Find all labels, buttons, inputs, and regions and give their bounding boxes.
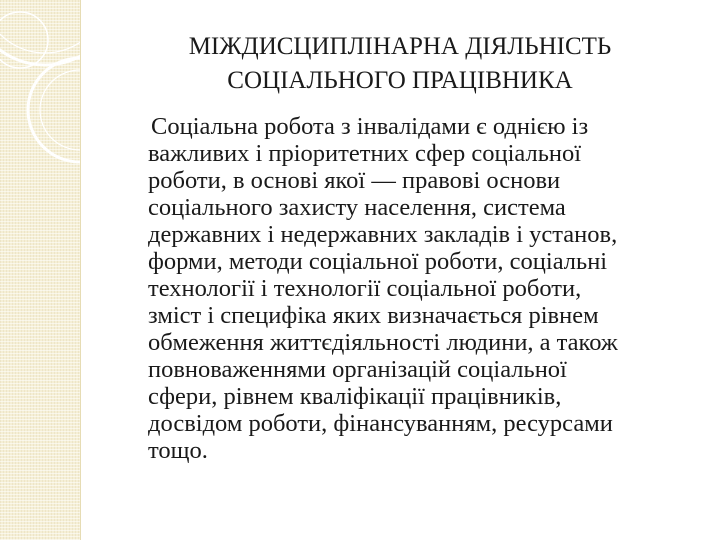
- body-line: тощо.: [148, 437, 208, 464]
- body-line: форми, методи соціальної роботи, соціальні: [148, 248, 608, 275]
- body-line: повноваженнями організацій соціальної: [148, 356, 567, 383]
- title-line: МІЖДИСЦИПЛІНАРНА ДІЯЛЬНІСТЬ: [188, 33, 612, 60]
- decorative-sidebar: [0, 0, 81, 540]
- title-line: СОЦІАЛЬНОГО ПРАЦІВНИКА: [227, 67, 573, 94]
- body-line: Соціальна робота з інвалідами є однією із: [151, 113, 589, 140]
- ornament-arc-2: [0, 0, 80, 53]
- body-line: державних і недержавних закладів і установ,: [148, 221, 618, 248]
- body-line: обмеження життєдіяльності людини, а також: [148, 329, 618, 356]
- body-line: технології і технології соціальної роботи,: [148, 275, 582, 302]
- body-line: сфери, рівнем кваліфікації працівників,: [148, 383, 562, 410]
- ornament-arc-4: [40, 70, 80, 150]
- body-line: роботи, в основі якої — правові основи: [148, 167, 561, 194]
- ornament-arc-3: [28, 58, 80, 162]
- body-line: зміст і специфіка яких визначається рівнем: [148, 302, 599, 329]
- body-line: соціального захисту населення, система: [148, 194, 566, 221]
- page-title: [120, 30, 680, 98]
- body-line: досвідом роботи, фінансуванням, ресурсами: [148, 410, 613, 437]
- body-line: важливих і пріоритетних сфер соціальної: [148, 140, 582, 167]
- body-paragraph: [148, 113, 703, 464]
- circle-ornament-icon: [0, 0, 80, 540]
- ornament-arc-1: [0, 0, 80, 65]
